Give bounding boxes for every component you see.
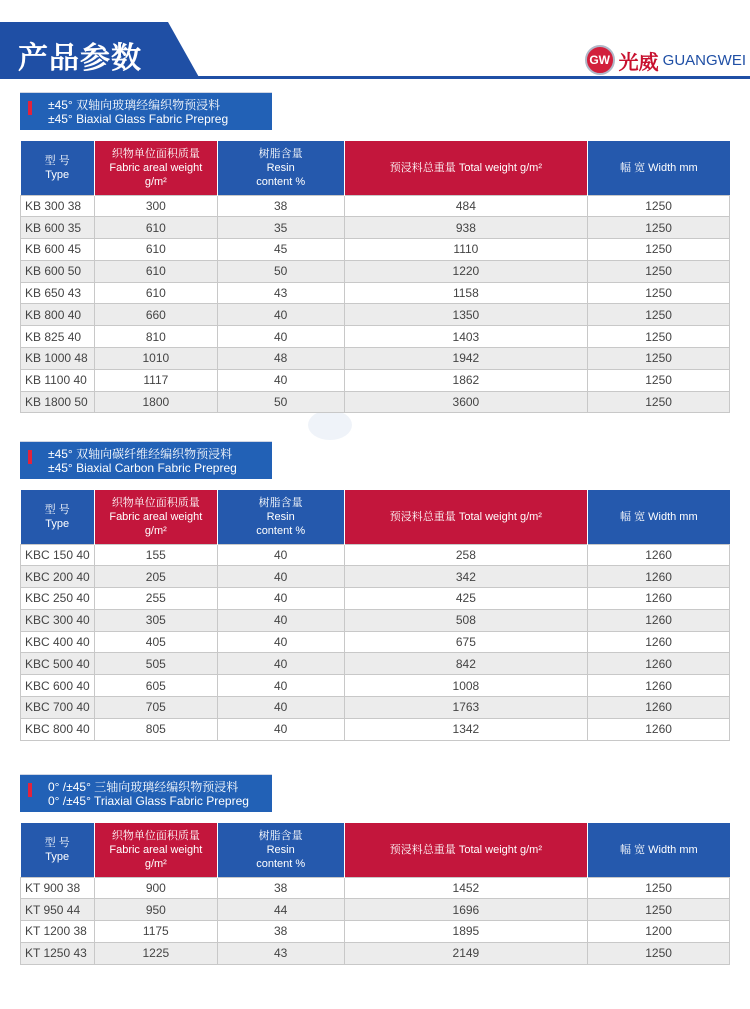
table-row: [21, 675, 730, 697]
cell-width: 1250: [588, 899, 730, 921]
cell-resin-content: 40: [217, 718, 344, 740]
cell-resin-content: 40: [217, 544, 344, 566]
table-row: [21, 304, 730, 326]
cell-type: KB 650 43: [21, 282, 95, 304]
col-areal-weight: 织物单位面积质量 Fabric areal weight g/m²: [94, 141, 217, 195]
col-type: 型 号 Type: [21, 141, 95, 195]
section-label-en: 0° /±45° Triaxial Glass Fabric Prepreg: [48, 794, 249, 808]
table-row: [21, 921, 730, 943]
cell-areal-weight: 255: [94, 588, 217, 610]
cell-type: KBC 500 40: [21, 653, 95, 675]
cell-areal-weight: 1225: [94, 942, 217, 964]
table-row: [21, 260, 730, 282]
cell-resin-content: 40: [217, 631, 344, 653]
cell-areal-weight: 300: [94, 195, 217, 217]
cell-width: 1260: [588, 653, 730, 675]
table-row: [21, 942, 730, 964]
col-total-weight: 预浸料总重量 Total weight g/m²: [344, 823, 588, 877]
table-row: [21, 697, 730, 719]
cell-resin-content: 40: [217, 653, 344, 675]
cell-total-weight: 342: [344, 566, 588, 588]
cell-resin-content: 44: [217, 899, 344, 921]
cell-type: KB 800 40: [21, 304, 95, 326]
cell-width: 1260: [588, 675, 730, 697]
col-width: 幅 宽 Width mm: [588, 490, 730, 544]
cell-type: KBC 800 40: [21, 718, 95, 740]
cell-areal-weight: 950: [94, 899, 217, 921]
cell-type: KBC 300 40: [21, 609, 95, 631]
table-row: [21, 718, 730, 740]
cell-type: KB 600 35: [21, 217, 95, 239]
cell-resin-content: 50: [217, 391, 344, 413]
cell-total-weight: 1862: [344, 369, 588, 391]
cell-width: 1260: [588, 697, 730, 719]
cell-total-weight: 3600: [344, 391, 588, 413]
cell-width: 1250: [588, 195, 730, 217]
cell-total-weight: 1403: [344, 326, 588, 348]
table-row: [21, 877, 730, 899]
cell-resin-content: 48: [217, 348, 344, 370]
cell-type: KBC 250 40: [21, 588, 95, 610]
col-total-weight: 预浸料总重量 Total weight g/m²: [344, 141, 588, 195]
cell-width: 1250: [588, 877, 730, 899]
cell-type: KB 1100 40: [21, 369, 95, 391]
cell-total-weight: 1350: [344, 304, 588, 326]
cell-areal-weight: 705: [94, 697, 217, 719]
section-label-triaxial-glass: [20, 774, 272, 812]
cell-total-weight: 1342: [344, 718, 588, 740]
cell-width: 1260: [588, 588, 730, 610]
col-type: 型 号 Type: [21, 490, 95, 544]
cell-width: 1250: [588, 326, 730, 348]
cell-resin-content: 38: [217, 195, 344, 217]
cell-areal-weight: 205: [94, 566, 217, 588]
cell-resin-content: 38: [217, 877, 344, 899]
cell-width: 1250: [588, 348, 730, 370]
cell-areal-weight: 810: [94, 326, 217, 348]
cell-width: 1250: [588, 942, 730, 964]
brand-name-cn: 光威: [618, 49, 659, 74]
col-areal-weight: 织物单位面积质量 Fabric areal weight g/m²: [94, 823, 217, 877]
cell-resin-content: 40: [217, 675, 344, 697]
header-divider: [0, 76, 750, 79]
cell-resin-content: 40: [217, 326, 344, 348]
cell-areal-weight: 305: [94, 609, 217, 631]
cell-width: 1260: [588, 544, 730, 566]
col-resin: 树脂含量 Resin content %: [217, 490, 344, 544]
cell-resin-content: 43: [217, 282, 344, 304]
cell-total-weight: 1895: [344, 921, 588, 943]
table-header-row: [21, 823, 730, 877]
cell-areal-weight: 505: [94, 653, 217, 675]
table-row: [21, 544, 730, 566]
col-width: 幅 宽 Width mm: [588, 141, 730, 195]
cell-width: 1250: [588, 369, 730, 391]
cell-total-weight: 1158: [344, 282, 588, 304]
col-total-weight: 预浸料总重量 Total weight g/m²: [344, 490, 588, 544]
table-header-row: [21, 490, 730, 544]
cell-total-weight: 508: [344, 609, 588, 631]
cell-areal-weight: 155: [94, 544, 217, 566]
cell-width: 1250: [588, 282, 730, 304]
cell-resin-content: 40: [217, 304, 344, 326]
table-row: [21, 653, 730, 675]
table-row: [21, 282, 730, 304]
section-marker: [28, 101, 32, 115]
cell-areal-weight: 1800: [94, 391, 217, 413]
cell-areal-weight: 900: [94, 877, 217, 899]
cell-resin-content: 45: [217, 239, 344, 261]
cell-type: KBC 600 40: [21, 675, 95, 697]
table-row: [21, 631, 730, 653]
table-row: [21, 899, 730, 921]
spec-table-triaxial-glass: [20, 823, 730, 965]
col-resin: 树脂含量 Resin content %: [217, 823, 344, 877]
cell-width: 1260: [588, 609, 730, 631]
table-row: [21, 195, 730, 217]
section-label-en: ±45° Biaxial Carbon Fabric Prepreg: [48, 461, 237, 475]
cell-width: 1260: [588, 566, 730, 588]
col-resin: 树脂含量 Resin content %: [217, 141, 344, 195]
table-row: [21, 348, 730, 370]
cell-type: KBC 200 40: [21, 566, 95, 588]
table-row: [21, 566, 730, 588]
cell-total-weight: 842: [344, 653, 588, 675]
cell-total-weight: 675: [344, 631, 588, 653]
table-row: [21, 217, 730, 239]
cell-areal-weight: 610: [94, 239, 217, 261]
cell-resin-content: 40: [217, 566, 344, 588]
cell-total-weight: 258: [344, 544, 588, 566]
cell-width: 1250: [588, 304, 730, 326]
cell-areal-weight: 805: [94, 718, 217, 740]
section-label-cn: 0° /±45° 三轴向玻璃经编织物预浸料: [48, 780, 239, 794]
cell-areal-weight: 1117: [94, 369, 217, 391]
cell-resin-content: 40: [217, 369, 344, 391]
cell-resin-content: 50: [217, 260, 344, 282]
cell-type: KT 1250 43: [21, 942, 95, 964]
cell-total-weight: 1008: [344, 675, 588, 697]
gw-logo-icon: GW: [585, 45, 615, 75]
cell-width: 1250: [588, 391, 730, 413]
cell-areal-weight: 610: [94, 282, 217, 304]
cell-type: KBC 400 40: [21, 631, 95, 653]
section-label-biaxial-carbon: [20, 441, 272, 479]
cell-resin-content: 40: [217, 697, 344, 719]
spec-table-biaxial-glass: [20, 141, 730, 413]
cell-areal-weight: 1175: [94, 921, 217, 943]
cell-type: KBC 150 40: [21, 544, 95, 566]
brand-logo: [585, 45, 746, 75]
cell-resin-content: 40: [217, 588, 344, 610]
cell-type: KB 1800 50: [21, 391, 95, 413]
cell-width: 1250: [588, 260, 730, 282]
table-row: [21, 369, 730, 391]
cell-total-weight: 425: [344, 588, 588, 610]
section-label-en: ±45° Biaxial Glass Fabric Prepreg: [48, 112, 229, 126]
cell-width: 1250: [588, 239, 730, 261]
cell-total-weight: 1763: [344, 697, 588, 719]
cell-type: KT 900 38: [21, 877, 95, 899]
cell-total-weight: 2149: [344, 942, 588, 964]
cell-total-weight: 938: [344, 217, 588, 239]
spec-table-biaxial-carbon: [20, 490, 730, 741]
page-title: 产品参数: [18, 41, 142, 76]
cell-width: 1200: [588, 921, 730, 943]
cell-width: 1260: [588, 631, 730, 653]
cell-type: KT 950 44: [21, 899, 95, 921]
cell-areal-weight: 660: [94, 304, 217, 326]
cell-resin-content: 40: [217, 609, 344, 631]
cell-total-weight: 484: [344, 195, 588, 217]
cell-areal-weight: 605: [94, 675, 217, 697]
table-row: [21, 239, 730, 261]
section-label-cn: ±45° 双轴向碳纤维经编织物预浸料: [48, 447, 233, 461]
section-marker: [28, 783, 32, 797]
section-label-cn: ±45° 双轴向玻璃经编织物预浸料: [48, 98, 221, 112]
cell-total-weight: 1110: [344, 239, 588, 261]
cell-resin-content: 38: [217, 921, 344, 943]
cell-resin-content: 35: [217, 217, 344, 239]
cell-areal-weight: 405: [94, 631, 217, 653]
cell-type: KB 825 40: [21, 326, 95, 348]
col-type: 型 号 Type: [21, 823, 95, 877]
brand-name-en: GUANGWEI: [662, 51, 746, 69]
cell-total-weight: 1942: [344, 348, 588, 370]
cell-resin-content: 43: [217, 942, 344, 964]
cell-areal-weight: 610: [94, 217, 217, 239]
section-label-biaxial-glass: [20, 92, 272, 130]
cell-total-weight: 1452: [344, 877, 588, 899]
cell-type: KB 600 45: [21, 239, 95, 261]
table-header-row: [21, 141, 730, 195]
watermark-logo-icon: [308, 410, 352, 440]
col-areal-weight: 织物单位面积质量 Fabric areal weight g/m²: [94, 490, 217, 544]
cell-width: 1260: [588, 718, 730, 740]
table-row: [21, 588, 730, 610]
page-header: [0, 0, 750, 80]
cell-type: KT 1200 38: [21, 921, 95, 943]
cell-total-weight: 1220: [344, 260, 588, 282]
col-width: 幅 宽 Width mm: [588, 823, 730, 877]
section-marker: [28, 450, 32, 464]
cell-total-weight: 1696: [344, 899, 588, 921]
cell-areal-weight: 1010: [94, 348, 217, 370]
cell-type: KB 300 38: [21, 195, 95, 217]
table-row: [21, 609, 730, 631]
cell-type: KB 1000 48: [21, 348, 95, 370]
cell-type: KB 600 50: [21, 260, 95, 282]
cell-width: 1250: [588, 217, 730, 239]
table-row: [21, 326, 730, 348]
table-row: [21, 391, 730, 413]
cell-type: KBC 700 40: [21, 697, 95, 719]
cell-areal-weight: 610: [94, 260, 217, 282]
